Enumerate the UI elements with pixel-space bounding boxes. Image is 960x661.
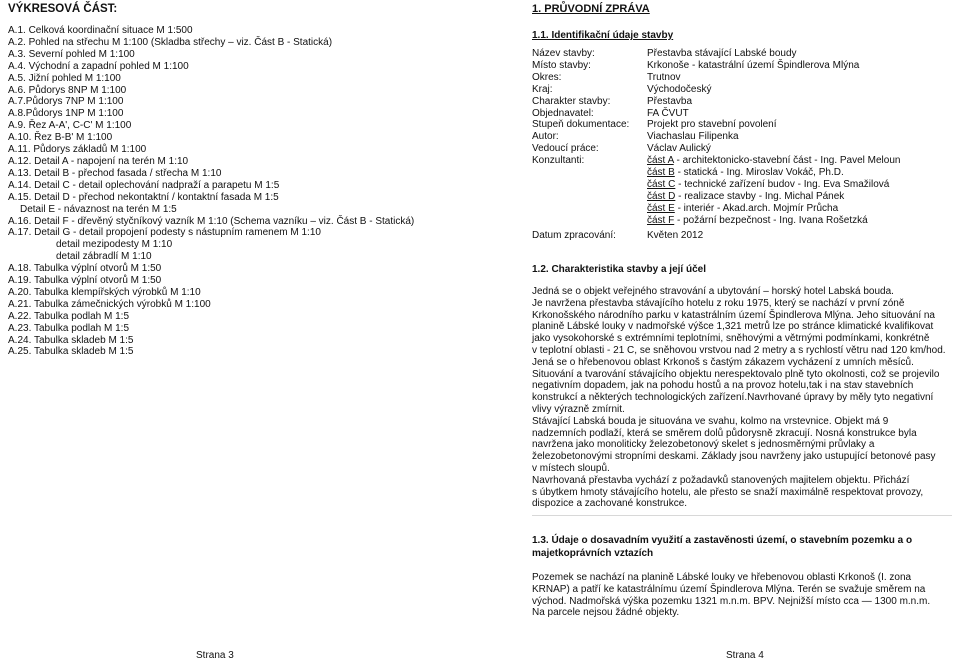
info-label: Kraj: [532,83,553,95]
drawing-list-item: A.10. Řez B-B' M 1:100 [8,132,113,144]
info-value-text: - interiér - Akad.arch. Mojmír Průcha [674,202,839,214]
info-label: Stupeň dokumentace: [532,119,630,131]
info-value [647,96,952,108]
info-value-text: Václav Aulický [647,143,711,155]
info-row [532,96,952,108]
drawing-list-item: A.1. Celková koordinační situace M 1:500 [8,25,193,36]
paragraph-line: východ. Nadmořská výška pozemku 1321 m.n.m. BPV. Nejnižší místo cca — 1300 m.n.m. [532,595,931,607]
drawing-list-item: A.4. Východní a zapadní pohled M 1:100 [8,60,189,72]
info-value-line [647,131,952,143]
page-number-left: Strana 3 [196,650,234,661]
section-1-2-text [532,286,952,510]
info-label: Charakter stavby: [532,95,611,107]
drawing-list-item: detail mezipodesty M 1:10 [56,239,173,251]
drawing-list [8,25,476,358]
info-label: Název stavby: [532,48,595,59]
info-value-text: - technické zařízení budov - Ing. Eva Smažilová [675,178,890,190]
info-value [647,131,952,143]
page-number-right: Strana 4 [726,650,764,661]
drawing-list-item: A.20. Tabulka klempířských výrobků M 1:10 [8,286,201,298]
paragraph-line: s úbytkem hmoty stávajícího hotelu, ale přesto se snaží maximálně respektovat provozy, [532,486,924,498]
info-row [532,48,952,60]
info-value [647,155,952,226]
info-value [647,60,952,72]
consultant-part-label: část F [647,214,675,226]
consultant-part-label: část B [647,167,675,179]
drawing-list-item: A.15. Detail D - přechod nekontaktní / kontaktní fasada M 1:5 [8,191,279,203]
info-value-line [647,155,952,167]
info-value-line [647,48,952,60]
paragraph-line: KRNAP) a patří ke katastrálnímu území Špindlerova Mlýna. Terén se svažuje směrem na [532,583,926,595]
drawing-list-item: A.19. Tabulka výplní otvorů M 1:50 [8,275,162,287]
consultant-part-label: část D [647,190,676,202]
paragraph-line: vlivy výrazně zmírnit. [532,403,625,415]
processing-date-row [532,230,703,241]
info-value-text: FA ČVUT [647,107,689,119]
info-value-line [647,72,952,84]
info-row [532,60,952,72]
info-value-text: - architektonicko-stavební část - Ing. Pavel Meloun [673,155,901,167]
drawing-list-item: Detail E - návaznost na terén M 1:5 [20,203,177,215]
paragraph-line: Pozemek se nachází na planině Lábské louky ve hřebenovou oblasti Krkonoš (I. zona [532,572,912,583]
info-label: Vedoucí práce: [532,143,599,155]
section-1-1-heading: 1.1. Identifikační údaje stavby [532,30,674,41]
info-row [532,72,952,84]
consultant-part-label: část E [647,202,675,214]
info-label: Okres: [532,71,562,83]
paragraph-line: v místech sloupů. [532,462,610,474]
info-value [647,119,952,131]
drawing-list-item: A.8.Půdorys 1NP M 1:100 [8,108,124,120]
info-value-line [647,179,952,191]
info-row [532,119,952,131]
info-value [647,72,952,84]
identification-table [532,48,952,227]
info-value-text: Trutnov [647,71,681,83]
section-1-2-heading: 1.2. Charakteristika stavby a její účel [532,264,706,275]
processing-date-label: Datum zpracování: [532,230,616,241]
info-value-line [647,119,952,131]
paragraph-line: nadzemních podlaží, která se směrem dolů půdorysně zkracují. Nosná konstrukce byla [532,427,917,439]
info-value-text: Východočeský [647,83,712,95]
info-value [647,108,952,120]
info-value-text: Projekt pro stavební povolení [647,119,777,131]
paragraph-line: jako vysokohorské s extrémními teplotními, sněhovými a větrnými podmínkami, konkrétně [532,333,930,345]
info-value-line [647,96,952,108]
drawing-list-item: A.25. Tabulka skladeb M 1:5 [8,346,134,358]
info-value-text: Krkonoše - katastrální území Špindlerova Mlýna [647,59,860,71]
info-value-line [647,108,952,120]
info-value-line [647,203,952,215]
info-value-text: - realizace stavby - Ing. Michal Pánek [675,190,845,202]
info-label: Autor: [532,131,559,143]
paragraph-line: negativním dopadem, jak na pohodu hostů a na provoz hotelu,tak i na stav stavebních [532,380,914,392]
info-row [532,84,952,96]
info-value-line [647,167,952,179]
drawing-list-item: A.21. Tabulka zámečnických výrobků M 1:100 [8,298,211,310]
info-value-line [647,191,952,203]
info-value-text: - požární bezpečnost - Ing. Ivana Rošetzká [674,214,868,226]
section-1-3-heading: 1.3. Údaje o dosavadním využití a zastavěnosti území, o stavebním pozemku a o majetkoprávních vztazích [532,535,913,559]
paragraph-line: v teplotní oblasti - 21 C, se sněhovou vrstvou nad 2 metry a s rychlostí větru nad 120 km/hod. [532,344,946,356]
drawing-list-item: A.12. Detail A - napojení na terén M 1:10 [8,155,189,167]
drawing-list-item: A.22. Tabulka podlah M 1:5 [8,310,130,322]
consultant-part-label: část C [647,178,676,190]
drawing-list-item: A.17. Detail G - detail propojení podesty s nástupním ramenem M 1:10 [8,227,321,239]
drawing-list-item: A.18. Tabulka výplní otvorů M 1:50 [8,263,162,275]
drawing-list-item: A.11. Půdorys základů M 1:100 [8,144,147,156]
paragraph-line: konstrukcí a některých technologických zařízení.Navrhované úpravy by měly tyto negativní [532,392,934,404]
paragraph-line: dispozice a zachované konstrukce. [532,498,688,510]
paragraph-line: Navrhovaná přestavba vychází z požadavků stanovených majitelem objektu. Přichází [532,474,910,486]
info-label: Objednavatel: [532,107,594,119]
paragraph-line: Na parcele nejsou žádné objekty. [532,607,680,619]
drawing-list-item: A.16. Detail F - dřevěný styčníkový vazník M 1:10 (Schema vazníku – viz. Část B - Statická) [8,215,415,227]
info-row [532,131,952,143]
paragraph-line: Stávající Labská bouda je situována ve svahu, kolmo na vrstevnice. Objekt má 9 [532,415,889,427]
paragraph-line: Situování a tvarování stávajícího objektu nerespektovalo plně tyto okolnosti, což se projevilo [532,368,940,380]
info-value-line [647,143,952,155]
drawings-heading: VÝKRESOVÁ ČÁST: [8,3,118,15]
info-row [532,143,952,155]
info-label: Místo stavby: [532,59,591,71]
consultant-part-label: část A [647,155,674,167]
info-value-text: Přestavba [647,95,693,107]
section-1-3-text [532,572,952,619]
section-divider [532,515,952,516]
paragraph-line: Je navržena přestavba stávajícího hotelu z roku 1975, který se nachází v první zóně [532,297,905,309]
info-row [532,108,952,120]
info-value [647,84,952,96]
info-value-text: Viachaslau Filipenka [647,131,739,143]
info-value-line [647,60,952,72]
info-value-line [647,84,952,96]
drawing-list-item: A.9. Řez A-A', C-C' M 1:100 [8,120,132,132]
drawing-list-item: A.14. Detail C - detail oplechování nadpraží a parapetu M 1:5 [8,179,280,191]
paragraph-line: Krkonošského národního parku v katastrálním území Špindlerova Mlýna. Jeho situování na [532,309,935,321]
drawing-list-item: A.13. Detail B - přechod fasada / střecha M 1:10 [8,167,222,179]
paragraph-line: navržena jako monoliticky železobetonový skelet s jednosměrnými průvlaky a [532,439,875,451]
processing-date-value: Květen 2012 [647,230,704,241]
drawing-list-item: A.5. Jižní pohled M 1:100 [8,72,121,84]
drawing-list-item: A.6. Půdorys 8NP M 1:100 [8,84,127,96]
info-label: Konzultanti: [532,155,585,167]
paragraph-line: planině Lábské louky v nadmořské výšce 1,321 metrů lze po stránce klimatické kvalifikovat [532,321,934,333]
drawing-list-item: A.24. Tabulka skladeb M 1:5 [8,334,134,346]
info-value [647,143,952,155]
drawing-list-item: detail zábradlí M 1:10 [56,251,152,263]
drawing-list-item: A.3. Severní pohled M 1:100 [8,48,135,60]
paragraph-line: Jená se o hřebenovou oblast Krkonoš s častým zákazem vycházení z umních měsíců. [532,356,914,368]
info-value [647,48,952,60]
info-value-text: Přestavba stávající Labské boudy [647,48,797,59]
info-value-line [647,215,952,227]
info-value-text: - statická - Ing. Miroslav Vokáč, Ph.D. [674,167,844,179]
paragraph-line: Jedná se o objekt veřejného stravování a ubytování – horský hotel Labská bouda. [532,286,894,297]
report-heading: 1. PRŮVODNÍ ZPRÁVA [532,3,650,15]
info-row [532,155,952,226]
drawing-list-item: A.23. Tabulka podlah M 1:5 [8,322,130,334]
paragraph-line: železobetonovými stropními deskami. Základy jsou navrženy jako ustupující betonové pasy [532,451,936,463]
drawing-list-item: A.2. Pohled na střechu M 1:100 (Skladba střechy – viz. Část B - Statická) [8,36,333,48]
drawing-list-item: A.7.Půdorys 7NP M 1:100 [8,96,124,108]
